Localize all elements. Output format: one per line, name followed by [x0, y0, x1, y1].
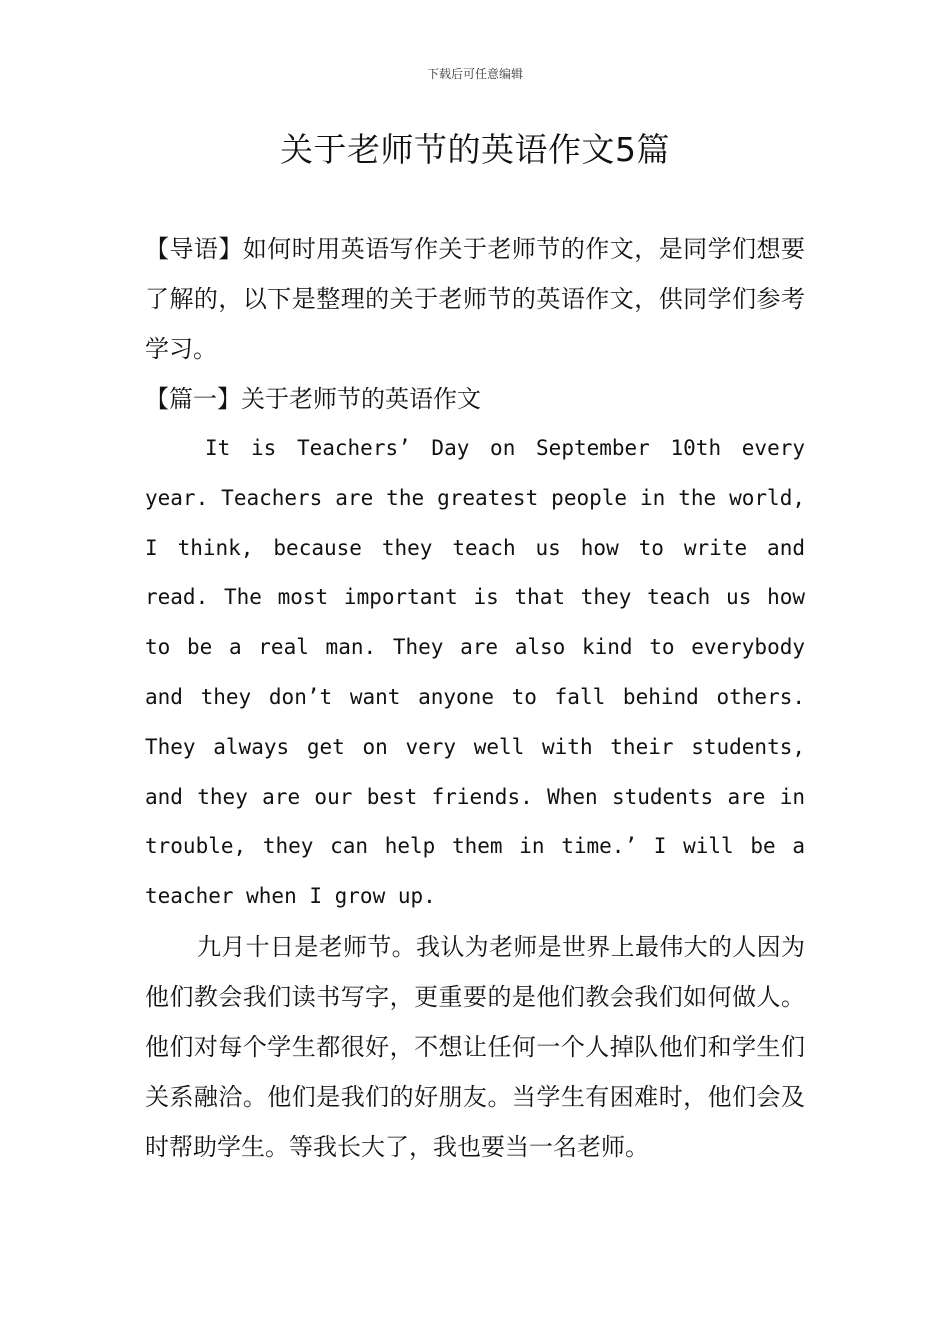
header-note: 下载后可任意编辑	[426, 67, 523, 81]
document-title: 关于老师节的英语作文5篇	[280, 130, 670, 169]
section-heading: 【篇一】关于老师节的英语作文	[145, 385, 481, 413]
document-body	[145, 224, 805, 1172]
intro-paragraph: 【导语】如何时用英语写作关于老师节的作文，是同学们想要了解的，以下是整理的关于老师节的英语作文，供同学们参考学习。	[145, 235, 805, 363]
english-essay-paragraph: It is Teachers’ Day on September 10th every year. Teachers are the greatest people in the world, I think, because they teach us how to write and read. The most important is that they teach us how to be a real man. They are also kind to everybody and they don’t want anyone to fall behind others. They always get on very well with their students, and they are our best friends. When students are in trouble, they can help them in time.’ I will be a teacher when I grow up.	[145, 436, 805, 909]
chinese-translation-paragraph: 九月十日是老师节。我认为老师是世界上最伟大的人因为他们教会我们读书写字，更重要的是他们教会我们如何做人。他们对每个学生都很好，不想让任何一个人掉队他们和学生们关系融洽。他们是我们的好朋友。当学生有困难时，他们会及时帮助学生。等我长大了，我也要当一名老师。	[145, 932, 805, 1161]
